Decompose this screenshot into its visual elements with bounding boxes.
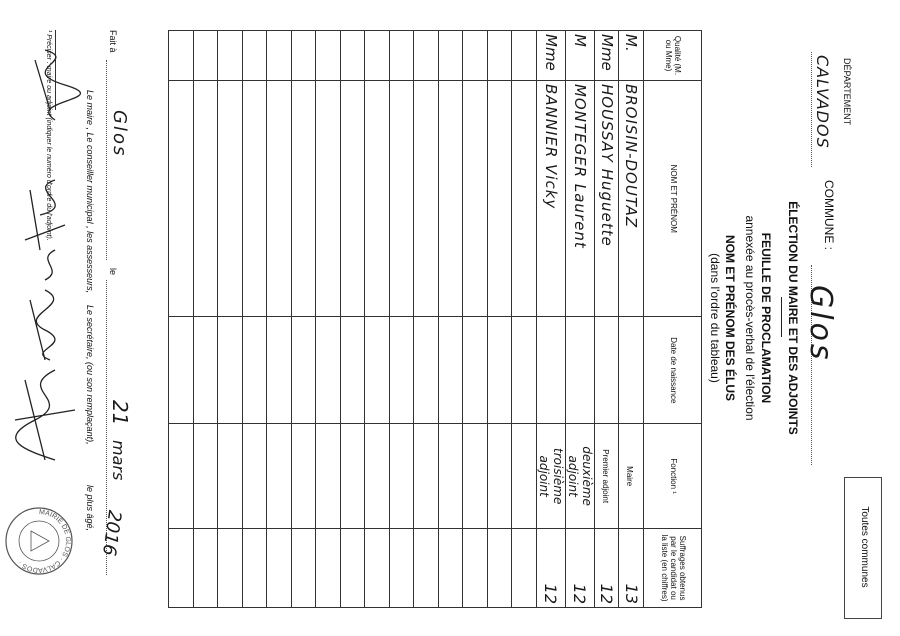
table-row xyxy=(390,31,415,608)
cell-suffrages xyxy=(414,529,439,608)
cell-fonction xyxy=(243,424,268,529)
table-row xyxy=(512,31,537,608)
cell-fonction xyxy=(566,424,595,529)
cell-qualite xyxy=(488,31,513,81)
table-row xyxy=(218,31,243,608)
cell-nom xyxy=(390,80,415,317)
cell-qualite xyxy=(292,31,317,81)
cell-suffrages xyxy=(316,529,341,608)
cell-qualite xyxy=(414,31,439,81)
cell-fonction xyxy=(414,424,439,529)
cell-suffrages xyxy=(595,529,620,608)
cell-nom xyxy=(566,80,595,317)
footnote: ¹ Préciser : maire ou adjoint (indiquer le numéro d'ordre du l'adjoint). xyxy=(45,30,52,241)
le-label: le xyxy=(108,268,118,276)
cell-fonction xyxy=(316,424,341,529)
cell-fonction xyxy=(390,424,415,529)
cell-qualite-text: Mme xyxy=(597,34,616,71)
signatories-left: Le maire , Le conseiller municipal , les assesseurs, xyxy=(85,90,95,294)
cell-date xyxy=(243,317,268,424)
cell-suffrages xyxy=(292,529,317,608)
cell-date xyxy=(194,317,219,424)
cell-nom xyxy=(169,80,194,317)
elected-table xyxy=(169,30,703,608)
departement-underline xyxy=(811,52,812,167)
signatures xyxy=(5,40,85,520)
cell-suffrages xyxy=(390,529,415,608)
table-row xyxy=(439,31,464,608)
header-qualite: Qualité (M. ou Mme) xyxy=(644,31,702,81)
cell-qualite xyxy=(512,31,537,81)
cell-qualite xyxy=(390,31,415,81)
fait-label: Fait à xyxy=(108,30,118,53)
table-row xyxy=(537,31,566,608)
cell-date xyxy=(365,317,390,424)
cell-qualite xyxy=(595,31,620,81)
fait-value: Glos xyxy=(109,110,130,158)
header-date: Date de naissance xyxy=(644,317,702,424)
cell-qualite xyxy=(267,31,292,81)
header-fonction: Fonction ¹ xyxy=(644,424,702,529)
cell-date xyxy=(595,317,620,424)
commune-label: COMMUNE : xyxy=(822,180,836,250)
cell-date xyxy=(390,317,415,424)
cell-fonction xyxy=(512,424,537,529)
mairie-seal xyxy=(3,505,75,577)
section-subtitle: (dans l'ordre du tableau) xyxy=(708,253,722,383)
cell-qualite xyxy=(243,31,268,81)
cell-nom xyxy=(595,80,620,317)
cell-nom-text: HOUSSAY Huguette xyxy=(597,83,616,247)
cell-suffrages xyxy=(218,529,243,608)
cell-nom-text: BROISIN-DOUTAZ xyxy=(622,83,641,229)
cell-qualite xyxy=(463,31,488,81)
cell-suffrages xyxy=(243,529,268,608)
cell-qualite xyxy=(566,31,595,81)
cell-fonction xyxy=(218,424,243,529)
cell-fonction xyxy=(292,424,317,529)
mayor-note: le plus âgé, xyxy=(85,485,95,532)
cell-date xyxy=(463,317,488,424)
fonction-printed: Premier adjoint xyxy=(600,449,610,504)
header-suffrages: Suffrages obtenus par le candidat ou la liste (en chiffres) xyxy=(644,529,702,608)
cell-date xyxy=(316,317,341,424)
cell-suffrages-text: 13 xyxy=(621,583,641,604)
table-row xyxy=(488,31,513,608)
cell-fonction xyxy=(439,424,464,529)
cell-nom xyxy=(439,80,464,317)
cell-date xyxy=(512,317,537,424)
cell-suffrages xyxy=(463,529,488,608)
stamp-label: Toutes communes xyxy=(859,506,870,588)
cell-date xyxy=(566,317,595,424)
signatories-right: Le secrétaire, (ou son remplaçant), xyxy=(85,305,95,445)
seal-text: MAIRIE DE GLOS · CALVADOS · xyxy=(17,508,72,574)
cell-fonction xyxy=(341,424,366,529)
table-row xyxy=(595,31,620,608)
table-row xyxy=(292,31,317,608)
section-title: NOM ET PRÉNOM DES ÉLUS xyxy=(723,234,737,401)
cell-nom xyxy=(537,80,566,317)
cell-fonction xyxy=(194,424,219,529)
cell-qualite-text: M xyxy=(571,34,589,47)
cell-nom xyxy=(316,80,341,317)
cell-suffrages-text: 12 xyxy=(597,583,617,604)
cell-nom xyxy=(292,80,317,317)
departement-value: CALVADOS xyxy=(813,55,832,149)
proclamation-title: FEUILLE DE PROCLAMATION xyxy=(759,232,773,404)
signature-secretary xyxy=(15,370,75,460)
commune-value: Glos xyxy=(803,285,838,363)
cell-suffrages xyxy=(488,529,513,608)
cell-qualite xyxy=(537,31,566,81)
cell-date xyxy=(488,317,513,424)
title-rule xyxy=(781,297,782,337)
fait-underline xyxy=(106,60,107,260)
cell-fonction xyxy=(619,424,644,529)
table-row xyxy=(267,31,292,608)
table-row xyxy=(341,31,366,608)
cell-fonction xyxy=(537,424,566,529)
cell-qualite xyxy=(619,31,644,81)
cell-date xyxy=(414,317,439,424)
cell-date xyxy=(439,317,464,424)
table-row xyxy=(619,31,644,608)
date-year: 2016 xyxy=(97,508,126,558)
cell-fonction xyxy=(463,424,488,529)
table-row xyxy=(365,31,390,608)
table-header-row xyxy=(644,31,702,608)
header-nom: NOM ET PRÉNOM xyxy=(644,80,702,317)
signature-mayor xyxy=(35,50,80,120)
cell-nom xyxy=(619,80,644,317)
cell-suffrages xyxy=(537,529,566,608)
cell-nom xyxy=(243,80,268,317)
cell-suffrages xyxy=(341,529,366,608)
cell-date xyxy=(218,317,243,424)
cell-date xyxy=(619,317,644,424)
cell-date xyxy=(537,317,566,424)
cell-nom xyxy=(488,80,513,317)
cell-suffrages-text: 12 xyxy=(570,583,590,604)
cell-nom xyxy=(194,80,219,317)
cell-fonction xyxy=(267,424,292,529)
page-title: ÉLECTION DU MAIRE ET DES ADJOINTS xyxy=(786,201,800,435)
cell-qualite xyxy=(341,31,366,81)
cell-date xyxy=(292,317,317,424)
cell-suffrages xyxy=(267,529,292,608)
table-row xyxy=(414,31,439,608)
cell-nom xyxy=(512,80,537,317)
cell-nom xyxy=(267,80,292,317)
cell-date xyxy=(267,317,292,424)
date-day: 21 xyxy=(108,400,132,426)
cell-nom-text: BANNIER Vicky xyxy=(542,83,560,210)
cell-qualite xyxy=(169,31,194,81)
table-row xyxy=(463,31,488,608)
cell-qualite-text: M. xyxy=(622,34,641,52)
table-row xyxy=(169,31,194,608)
fonction-handwritten: deuxième adjoint xyxy=(566,446,594,506)
signature-assessor xyxy=(30,290,55,360)
cell-suffrages xyxy=(566,529,595,608)
cell-suffrages xyxy=(512,529,537,608)
cell-nom xyxy=(463,80,488,317)
table-row xyxy=(566,31,595,608)
cell-date xyxy=(341,317,366,424)
cell-suffrages xyxy=(194,529,219,608)
signature-councillor xyxy=(25,180,65,280)
cell-nom xyxy=(218,80,243,317)
cell-date xyxy=(169,317,194,424)
cell-fonction xyxy=(488,424,513,529)
cell-nom xyxy=(365,80,390,317)
cell-nom-text: MONTEGER Laurent xyxy=(571,83,589,249)
departement-label: DÉPARTEMENT xyxy=(842,58,852,126)
cell-suffrages xyxy=(439,529,464,608)
table-row xyxy=(194,31,219,608)
table-row xyxy=(316,31,341,608)
proclamation-subtitle: annexée au procès-verbal de l'élection xyxy=(743,215,757,421)
cell-qualite-text: Mme xyxy=(542,34,560,71)
date-month: mars xyxy=(109,440,128,481)
cell-qualite xyxy=(194,31,219,81)
cell-nom xyxy=(341,80,366,317)
table-row xyxy=(243,31,268,608)
cell-suffrages-text: 12 xyxy=(541,583,561,604)
cell-qualite xyxy=(365,31,390,81)
cell-nom xyxy=(414,80,439,317)
cell-qualite xyxy=(316,31,341,81)
fonction-handwritten: troisième adjoint xyxy=(537,448,565,505)
cell-suffrages xyxy=(619,529,644,608)
cell-fonction xyxy=(365,424,390,529)
cell-qualite xyxy=(439,31,464,81)
fonction-printed: Maire xyxy=(625,466,635,487)
cell-fonction xyxy=(595,424,620,529)
cell-qualite xyxy=(218,31,243,81)
cell-suffrages xyxy=(365,529,390,608)
cell-fonction xyxy=(169,424,194,529)
cell-suffrages xyxy=(169,529,194,608)
